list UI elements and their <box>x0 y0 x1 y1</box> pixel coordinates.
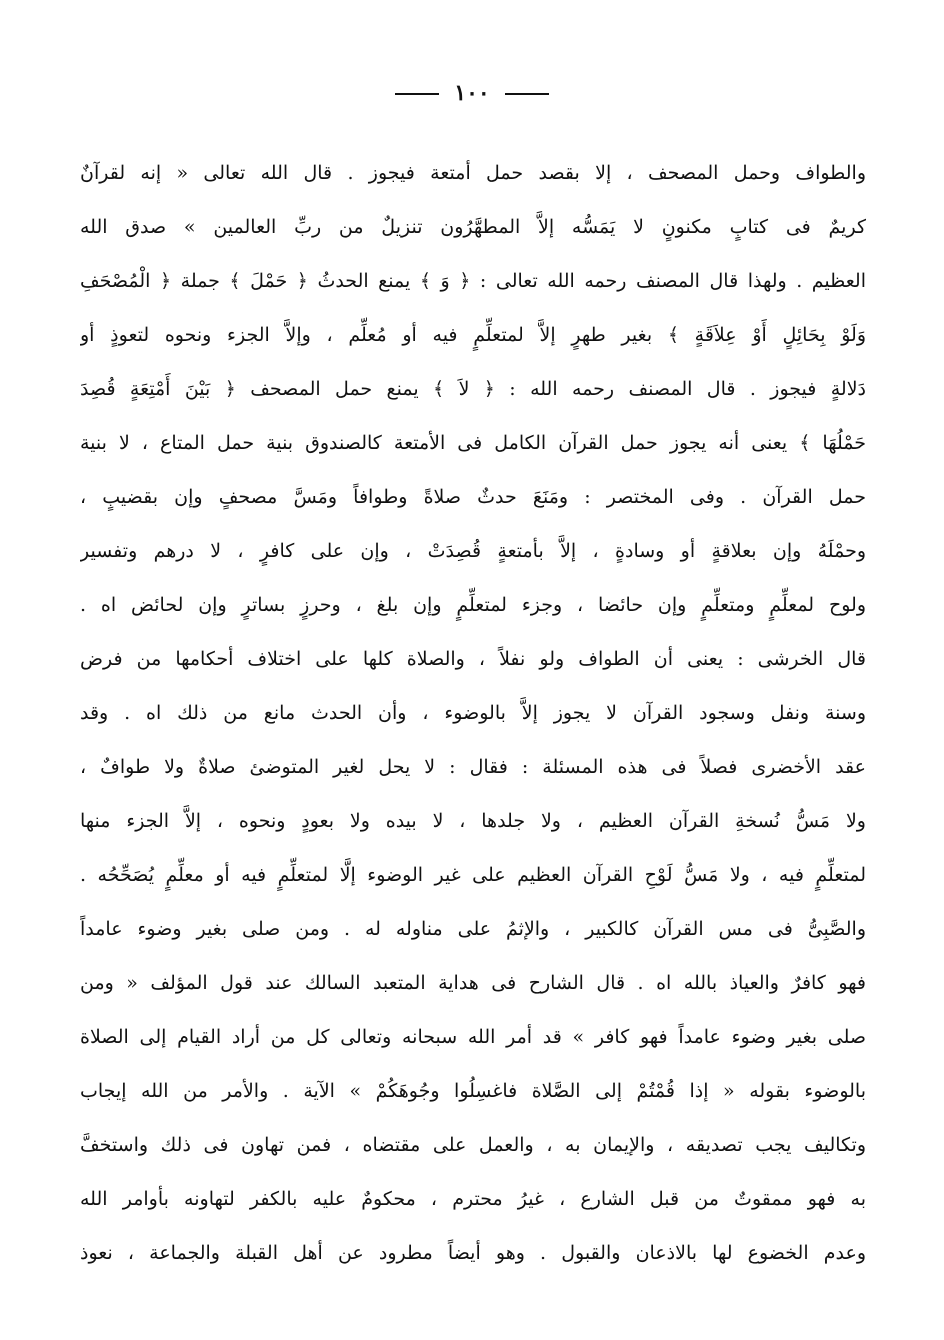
text-line: وعدم الخضوع لها بالاذعان والقبول . وهو أيضاً مطرود عن أهل القبلة والجماعة ، نعوذ <box>80 1242 866 1264</box>
text-line: حمل القرآن . وفى المختصر : ومَنَعَ حدثٌ صلاةً وطوافاً ومَسَّ مصحفٍ وإن بقضيبٍ ، <box>80 486 866 508</box>
text-line: وتكاليف يجب تصديقه ، والإيمان به ، والعمل على مقتضاه ، فمن تهاون فى ذلك واستخفَّ <box>80 1134 866 1156</box>
text-line: حَمْلُهَا ﴾ يعنى أنه يجوز حمل القرآن الكامل فى الأمتعة كالصندوق بنية حمل المتاع ، لا بنية <box>80 432 866 454</box>
text-line: والصَّبِىُّ فى مس القرآن كالكبير ، والإثمُ على مناوله له . ومن صلى بغير وضوء عامداً <box>80 918 866 940</box>
text-line: لمتعلِّمٍ فيه ، ولا مَسُّ لَوْحِ القرآن العظيم على غير الوضوء إلَّا لمتعلِّمٍ فيه أو معلِّمٍ يُصَحِّحُه . <box>80 864 866 886</box>
text-line: كريمٌ فى كتابٍ مكنونٍ لا يَمَسُّه إلاَّ المطهَّرُون تنزيلٌ من ربِّ العالمين » صدق الله <box>80 216 866 238</box>
text-line: والطواف وحمل المصحف ، إلا بقصد حمل أمتعة فيجوز . قال الله تعالى « إنه لقرآنٌ <box>80 162 866 184</box>
text-line: دَلالةٍ فيجوز . قال المصنف رحمه الله : ﴿ لاَ ﴾ يمنع حمل المصحف ﴿ بَيْنَ أَمْتِعَةٍ قُصِدَ <box>80 378 866 400</box>
page-number: ١٠٠ <box>454 80 490 106</box>
header-dash-right <box>505 93 549 95</box>
text-line: به فهو ممقوتٌ من قبل الشارع ، غيرُ محترم ، محكومٌ عليه بالكفر لتهاونه بأوامر الله <box>80 1188 866 1210</box>
text-line: وسنة ونفل وسجود القرآن لا يجوز إلاَّ بالوضوء ، وأن الحدث مانع من ذلك اه . وقد <box>80 702 866 724</box>
text-line: وحمْلَهُ وإن بعلاقةٍ أو وسادةٍ ، إلاَّ بأمتعةٍ قُصِدَتْ ، وإن على كافرٍ ، لا درهم وتفسير <box>80 540 866 562</box>
text-line: بالوضوء بقوله « إذا قُمْتُمْ إلى الصَّلاة فاغسِلُوا وجُوهَكُمْ » الآية . والأمر من الله إيجاب <box>80 1080 866 1102</box>
page-number-header <box>0 78 944 108</box>
text-line: فهو كافرٌ والعياذ بالله اه . قال الشارح فى هداية المتعبد السالك عند قول المؤلف « ومن <box>80 972 866 994</box>
text-line: ولوح لمعلِّمٍ ومتعلِّمٍ وإن حائضا ، وجزء لمتعلِّمٍ وإن بلغ ، وحرزٍ بساترٍ وإن لحائض اه . <box>80 594 866 616</box>
text-line: ولا مَسُّ نُسخةِ القرآن العظيم ، ولا جلدها ، لا بيده ولا بعودٍ ونحوه ، إلاَّ الجزء منها <box>80 810 866 832</box>
body-text <box>80 146 866 1280</box>
text-line: وَلَوْ بِحَائِلٍ أَوْ عِلاَقَةٍ ﴾ بغير طهرٍ إلاَّ لمتعلِّمٍ فيه أو مُعلِّم ، وإلاَّ الجزء ونحوه لتعوذٍ أو <box>80 324 866 346</box>
text-line: العظيم . ولهذا قال المصنف رحمه الله تعالى : ﴿ وَ ﴾ يمنع الحدثُ ﴿ حَمْلَ ﴾ جملة ﴿ الْمُصْحَفِ <box>80 270 866 292</box>
text-line: صلى بغير وضوء عامداً فهو كافر » قد أمر الله سبحانه وتعالى كل من أراد القيام إلى الصلاة <box>80 1026 866 1048</box>
text-line: عقد الأخضرى فصلاً فى هذه المسئلة : فقال : لا يحل لغير المتوضئ صلاةٌ ولا طوافٌ ، <box>80 756 866 778</box>
header-dash-left <box>395 93 439 95</box>
text-line: قال الخرشى : يعنى أن الطواف ولو نفلاً ، والصلاة كلها على اختلاف أحكامها من فرض <box>80 648 866 670</box>
